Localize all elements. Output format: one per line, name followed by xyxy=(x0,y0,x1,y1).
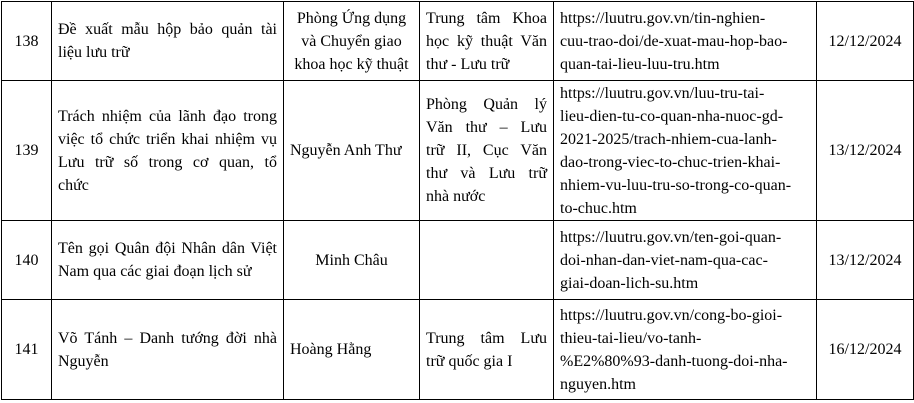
article-link[interactable] xyxy=(554,2,817,81)
link-line[interactable]: cuu-trao-doi/de-xuat-mau-hop-bao- xyxy=(560,32,788,50)
title-line: chức xyxy=(58,176,89,194)
link-line[interactable]: lieu-dien-tu-co-quan-nha-nuoc-gd- xyxy=(560,107,784,125)
unit-line: học kỹ thuật Văn xyxy=(426,32,547,50)
link-line[interactable]: https://luutru.gov.vn/luu-tru-tai- xyxy=(560,84,765,102)
link-line[interactable]: to-chuc.htm xyxy=(560,199,637,217)
table-row xyxy=(2,2,914,81)
unit-line: thư và Lưu trữ xyxy=(426,165,547,182)
link-line[interactable]: giai-doan-lich-su.htm xyxy=(560,274,699,292)
unit-line: thư - Lưu trữ xyxy=(426,55,510,73)
row-number: 140 xyxy=(2,221,52,300)
publish-date: 12/12/2024 xyxy=(817,2,914,81)
author-line: Hoàng Hằng xyxy=(290,341,372,358)
author-line: Minh Châu xyxy=(315,251,388,269)
article-unit xyxy=(420,300,554,400)
unit-line: Phòng Quản lý xyxy=(426,96,547,113)
table-row xyxy=(2,300,914,400)
unit-line: nhà nước xyxy=(426,188,486,205)
article-title xyxy=(52,81,284,221)
link-line[interactable]: thieu-tai-lieu/vo-tanh- xyxy=(560,329,702,347)
table-row xyxy=(2,221,914,300)
unit-line: Văn thư – Lưu xyxy=(426,119,547,136)
publish-date: 13/12/2024 xyxy=(817,221,914,300)
link-line[interactable]: https://luutru.gov.vn/tin-nghien- xyxy=(560,9,766,27)
article-author xyxy=(284,81,420,221)
row-number: 138 xyxy=(2,2,52,81)
title-line: Nam qua các giai đoạn lịch sử xyxy=(58,263,252,280)
title-line: Lưu trữ số trong cơ quan, tổ xyxy=(58,153,277,171)
article-link[interactable] xyxy=(554,81,817,221)
article-author xyxy=(284,2,420,81)
table-row xyxy=(2,81,914,221)
link-line[interactable]: %E2%80%93-danh-tuong-doi-nha- xyxy=(560,352,788,370)
unit-line: trữ II, Cục Văn xyxy=(426,142,547,159)
title-line: Tên gọi Quân đội Nhân dân Việt xyxy=(58,240,277,257)
title-line: việc tổ chức triển khai nhiệm vụ xyxy=(58,130,277,148)
publish-date: 13/12/2024 xyxy=(817,81,914,221)
publish-date: 16/12/2024 xyxy=(817,300,914,400)
article-title xyxy=(52,221,284,300)
article-link[interactable] xyxy=(554,300,817,400)
article-author xyxy=(284,300,420,400)
article-unit xyxy=(420,221,554,300)
title-line: Đề xuất mẫu hộp bảo quản tài xyxy=(58,21,277,38)
author-line: khoa học kỹ thuật xyxy=(294,55,409,73)
link-line[interactable]: doi-nhan-dan-viet-nam-qua-cac- xyxy=(560,251,768,269)
link-line[interactable]: nhiem-vu-luu-tru-so-trong-co-quan- xyxy=(560,176,792,194)
author-line: Nguyễn Anh Thư xyxy=(290,142,402,159)
author-line: Phòng Ứng dụng xyxy=(296,9,407,27)
author-line: và Chuyển giao xyxy=(301,32,402,50)
article-link[interactable] xyxy=(554,221,817,300)
article-unit xyxy=(420,81,554,221)
article-title xyxy=(52,300,284,400)
article-unit xyxy=(420,2,554,81)
article-author xyxy=(284,221,420,300)
link-line[interactable]: 2021-2025/trach-nhiem-cua-lanh- xyxy=(560,130,777,148)
title-line: Nguyễn xyxy=(58,352,109,370)
articles-table xyxy=(1,1,914,400)
row-number: 141 xyxy=(2,300,52,400)
link-line[interactable]: quan-tai-lieu-luu-tru.htm xyxy=(560,55,720,73)
title-line: liệu lưu trữ xyxy=(58,44,130,61)
unit-line: trữ quốc gia I xyxy=(426,352,513,370)
link-line[interactable]: https://luutru.gov.vn/ten-goi-quan- xyxy=(560,228,782,246)
link-line[interactable]: dao-trong-viec-to-chuc-trien-khai- xyxy=(560,153,781,171)
link-line[interactable]: https://luutru.gov.vn/cong-bo-gioi- xyxy=(560,306,783,324)
link-line[interactable]: nguyen.htm xyxy=(560,375,636,393)
unit-line: Trung tâm Lưu xyxy=(426,329,547,347)
article-title xyxy=(52,2,284,81)
row-number: 139 xyxy=(2,81,52,221)
title-line: Võ Tánh – Danh tướng đời nhà xyxy=(58,329,277,347)
unit-line: Trung tâm Khoa xyxy=(426,9,547,27)
title-line: Trách nhiệm của lãnh đạo trong xyxy=(58,107,277,125)
